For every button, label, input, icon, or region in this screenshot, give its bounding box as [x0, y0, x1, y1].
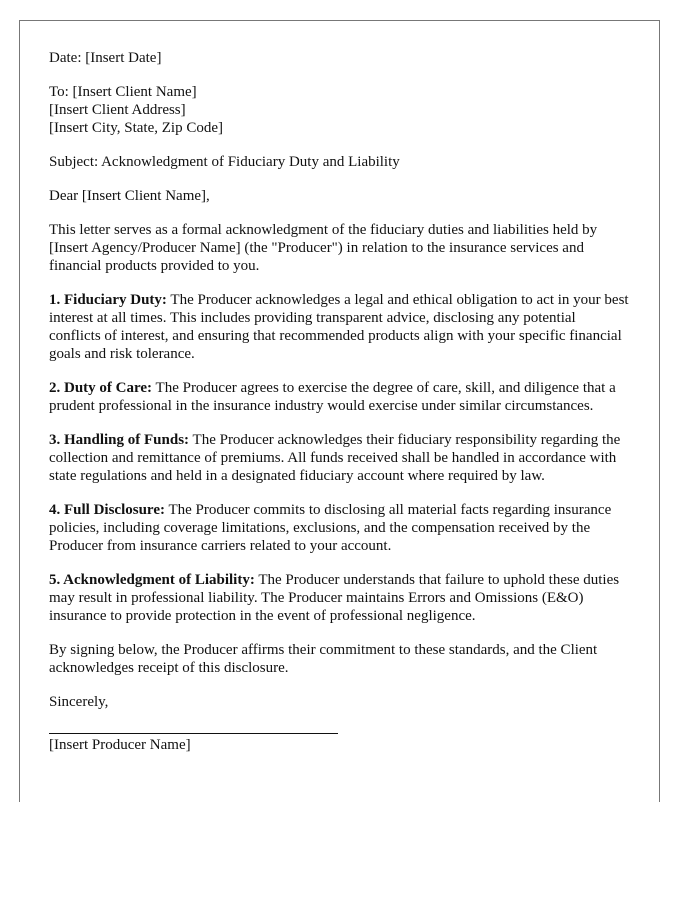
section-heading: 2. Duty of Care: — [49, 380, 153, 396]
address-line-city: [Insert City, State, Zip Code] — [49, 120, 223, 136]
section-text: The Producer acknowledges a legal and ethical obligation to act in your best interest at all times. This includes providing transparent advice, disclosing any potential conflicts of interest, and ensuring that recommended products align with your specific financial goals and risk tolerance. — [49, 292, 629, 362]
signature-name: [Insert Producer Name] — [49, 737, 191, 753]
letter-body — [49, 49, 629, 754]
recipient-address — [49, 83, 629, 137]
section-heading: 1. Fiduciary Duty: — [49, 292, 167, 308]
section-full-disclosure — [49, 501, 629, 555]
section-handling-of-funds — [49, 431, 629, 485]
salutation: Dear [Insert Client Name], — [49, 188, 210, 204]
section-heading: 3. Handling of Funds: — [49, 432, 190, 448]
signature-line — [49, 733, 338, 734]
section-duty-of-care — [49, 379, 629, 415]
sign-off: Sincerely, — [49, 694, 109, 710]
section-text: The Producer agrees to exercise the degree of care, skill, and diligence that a prudent professional in the insurance industry would exercise under similar circumstances. — [49, 380, 616, 414]
letter-page — [19, 20, 660, 802]
section-acknowledgment-of-liability — [49, 571, 629, 625]
date-line: Date: [Insert Date] — [49, 50, 162, 66]
section-text: The Producer commits to disclosing all material facts regarding insurance policies, including coverage limitations, exclusions, and the compensation received by the Producer from insurance carriers related to your account. — [49, 502, 612, 554]
intro-paragraph: This letter serves as a formal acknowledgment of the fiduciary duties and liabilities held by [Insert Agency/Producer Name] (the "Producer") in relation to the insurance services and financial products provided to you. — [49, 222, 598, 274]
section-text: The Producer acknowledges their fiduciary responsibility regarding the collection and remittance of premiums. All funds received shall be handled in accordance with state regulations and held in a designated fiduciary account where required by law. — [49, 432, 621, 484]
address-line-street: [Insert Client Address] — [49, 102, 186, 118]
section-heading: 5. Acknowledgment of Liability: — [49, 572, 255, 588]
closing-paragraph: By signing below, the Producer affirms their commitment to these standards, and the Client acknowledges receipt of this disclosure. — [49, 642, 598, 676]
section-fiduciary-duty — [49, 291, 629, 363]
section-text: The Producer understands that failure to uphold these duties may result in professional liability. The Producer maintains Errors and Omissions (E&O) insurance to provide protection in the event of professional negligence. — [49, 572, 620, 624]
address-line-name: To: [Insert Client Name] — [49, 84, 197, 100]
section-heading: 4. Full Disclosure: — [49, 502, 165, 518]
subject-line: Subject: Acknowledgment of Fiduciary Duty and Liability — [49, 154, 400, 170]
